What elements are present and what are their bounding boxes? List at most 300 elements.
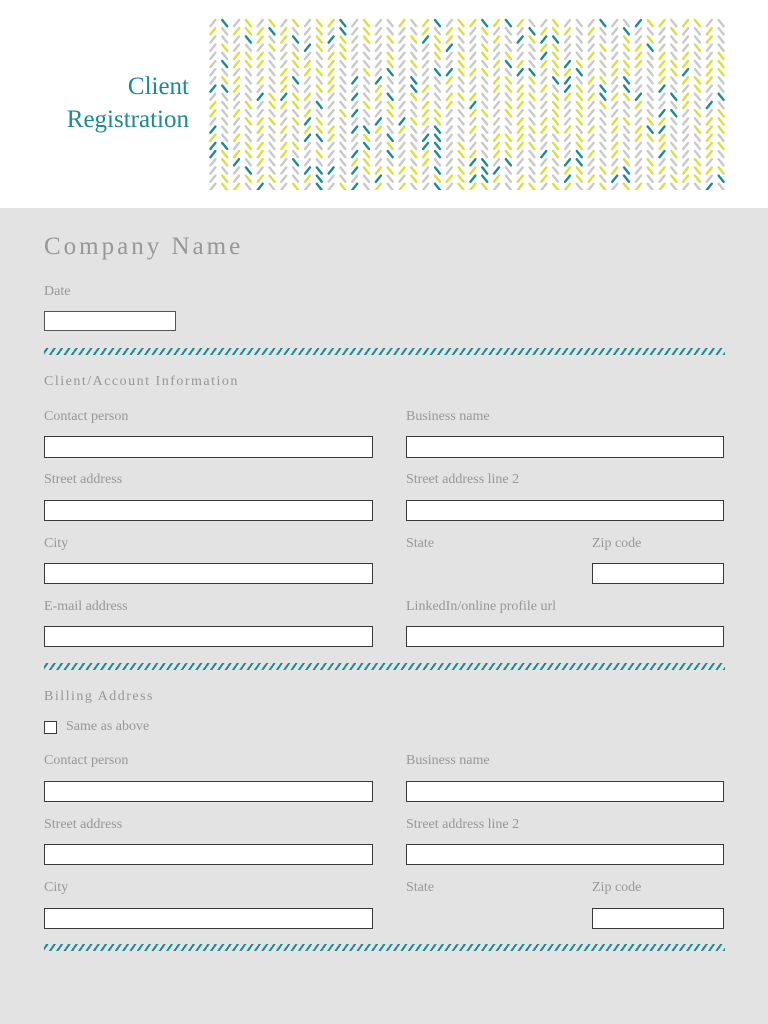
pattern-stroke xyxy=(506,28,511,34)
same-as-above-checkbox[interactable] xyxy=(44,721,57,734)
pattern-stroke xyxy=(695,36,700,42)
billing-zip-code-field[interactable] xyxy=(592,908,724,929)
pattern-stroke xyxy=(695,20,700,26)
pattern-stroke xyxy=(506,61,511,67)
pattern-stroke xyxy=(258,143,263,149)
pattern-stroke xyxy=(210,94,215,100)
pattern-stroke xyxy=(707,69,712,75)
pattern-stroke xyxy=(719,110,724,116)
pattern-stroke xyxy=(423,94,428,100)
pattern-stroke xyxy=(340,36,345,42)
pattern-stroke xyxy=(459,36,464,42)
pattern-stroke xyxy=(553,36,558,42)
pattern-stroke xyxy=(329,184,334,190)
pattern-stroke xyxy=(624,184,629,190)
pattern-stroke xyxy=(447,94,452,100)
pattern-stroke xyxy=(719,28,724,34)
client-account-heading: Client/Account Information xyxy=(44,374,239,389)
pattern-stroke xyxy=(388,118,393,124)
pattern-stroke xyxy=(258,110,263,116)
pattern-stroke xyxy=(388,61,393,67)
pattern-stroke xyxy=(258,28,263,34)
pattern-stroke xyxy=(553,159,558,165)
pattern-stroke xyxy=(388,53,393,59)
pattern-stroke xyxy=(270,167,275,173)
pattern-stroke xyxy=(459,127,464,133)
pattern-stroke xyxy=(281,159,286,165)
pattern-stroke xyxy=(612,36,617,42)
pattern-stroke xyxy=(305,86,310,92)
section-divider xyxy=(44,944,725,951)
pattern-stroke xyxy=(589,20,594,26)
pattern-stroke xyxy=(340,94,345,100)
pattern-stroke xyxy=(376,86,381,92)
pattern-stroke xyxy=(281,94,286,100)
state-label: State xyxy=(406,536,434,551)
contact-person-label: Contact person xyxy=(44,409,129,424)
pattern-stroke xyxy=(671,77,676,83)
pattern-stroke xyxy=(683,184,688,190)
pattern-stroke xyxy=(470,176,475,182)
billing-business-name-field[interactable] xyxy=(406,781,724,802)
pattern-stroke xyxy=(470,45,475,51)
pattern-stroke xyxy=(683,176,688,182)
pattern-stroke xyxy=(352,94,357,100)
pattern-stroke xyxy=(340,127,345,133)
pattern-stroke xyxy=(364,135,369,141)
billing-street-address-2-field[interactable] xyxy=(406,844,724,865)
pattern-stroke xyxy=(683,36,688,42)
pattern-stroke xyxy=(695,53,700,59)
email-field[interactable] xyxy=(44,626,373,647)
pattern-stroke xyxy=(695,94,700,100)
pattern-stroke xyxy=(494,28,499,34)
pattern-stroke xyxy=(459,159,464,165)
pattern-stroke xyxy=(293,102,298,108)
pattern-stroke xyxy=(281,127,286,133)
pattern-stroke xyxy=(459,45,464,51)
pattern-stroke xyxy=(530,110,535,116)
pattern-stroke xyxy=(270,184,275,190)
pattern-stroke xyxy=(210,20,215,26)
pattern-stroke xyxy=(719,69,724,75)
street-address-field[interactable] xyxy=(44,500,373,521)
pattern-stroke xyxy=(541,69,546,75)
pattern-stroke xyxy=(317,143,322,149)
pattern-stroke xyxy=(470,86,475,92)
pattern-stroke xyxy=(400,28,405,34)
pattern-stroke xyxy=(411,159,416,165)
pattern-stroke xyxy=(506,77,511,83)
pattern-stroke xyxy=(400,86,405,92)
pattern-stroke xyxy=(518,53,523,59)
pattern-stroke xyxy=(683,77,688,83)
pattern-stroke xyxy=(376,184,381,190)
pattern-stroke xyxy=(577,143,582,149)
pattern-stroke xyxy=(660,110,665,116)
pattern-stroke xyxy=(293,36,298,42)
pattern-stroke xyxy=(400,102,405,108)
pattern-stroke xyxy=(388,94,393,100)
pattern-stroke xyxy=(612,77,617,83)
pattern-stroke xyxy=(518,20,523,26)
pattern-stroke xyxy=(210,135,215,141)
pattern-stroke xyxy=(376,110,381,116)
pattern-stroke xyxy=(317,102,322,108)
pattern-stroke xyxy=(281,184,286,190)
pattern-stroke xyxy=(258,151,263,157)
pattern-stroke xyxy=(600,86,605,92)
pattern-stroke xyxy=(636,61,641,67)
pattern-stroke xyxy=(589,176,594,182)
pattern-stroke xyxy=(234,61,239,67)
pattern-stroke xyxy=(293,167,298,173)
pattern-stroke xyxy=(530,151,535,157)
pattern-stroke xyxy=(222,110,227,116)
pattern-stroke xyxy=(707,36,712,42)
pattern-stroke xyxy=(470,159,475,165)
billing-city-label: City xyxy=(44,880,69,895)
pattern-stroke xyxy=(210,36,215,42)
pattern-stroke xyxy=(329,77,334,83)
pattern-stroke xyxy=(612,159,617,165)
pattern-stroke xyxy=(400,53,405,59)
profile-url-field[interactable] xyxy=(406,626,724,647)
pattern-stroke xyxy=(340,20,345,26)
zip-code-field[interactable] xyxy=(592,563,724,584)
form-title-line-2: Registration xyxy=(66,106,189,133)
same-as-above-label: Same as above xyxy=(66,719,150,734)
pattern-stroke xyxy=(719,36,724,42)
pattern-stroke xyxy=(612,110,617,116)
business-name-field[interactable] xyxy=(406,436,724,458)
pattern-stroke xyxy=(600,45,605,51)
pattern-stroke xyxy=(293,135,298,141)
pattern-stroke xyxy=(459,53,464,59)
pattern-stroke xyxy=(482,143,487,149)
pattern-stroke xyxy=(281,69,286,75)
pattern-stroke xyxy=(541,184,546,190)
pattern-stroke xyxy=(719,86,724,92)
pattern-stroke xyxy=(600,135,605,141)
section-divider xyxy=(44,348,725,355)
pattern-stroke xyxy=(340,135,345,141)
pattern-stroke xyxy=(541,110,546,116)
contact-person-field[interactable] xyxy=(44,436,373,458)
pattern-stroke xyxy=(553,45,558,51)
pattern-stroke xyxy=(683,102,688,108)
pattern-stroke xyxy=(671,127,676,133)
pattern-stroke xyxy=(447,143,452,149)
pattern-stroke xyxy=(411,110,416,116)
pattern-stroke xyxy=(589,45,594,51)
pattern-stroke xyxy=(435,151,440,157)
pattern-stroke xyxy=(388,28,393,34)
pattern-stroke xyxy=(494,86,499,92)
pattern-stroke xyxy=(506,86,511,92)
pattern-stroke xyxy=(589,184,594,190)
pattern-stroke xyxy=(660,86,665,92)
pattern-stroke xyxy=(482,159,487,165)
pattern-stroke xyxy=(435,127,440,133)
pattern-stroke xyxy=(553,20,558,26)
pattern-stroke xyxy=(447,102,452,108)
pattern-stroke xyxy=(671,69,676,75)
pattern-stroke xyxy=(518,135,523,141)
pattern-stroke xyxy=(695,167,700,173)
pattern-stroke xyxy=(340,159,345,165)
street-address-2-field[interactable] xyxy=(406,500,724,521)
pattern-stroke xyxy=(317,167,322,173)
pattern-stroke xyxy=(612,127,617,133)
pattern-stroke xyxy=(388,45,393,51)
pattern-stroke xyxy=(352,110,357,116)
pattern-stroke xyxy=(671,36,676,42)
pattern-stroke xyxy=(707,143,712,149)
pattern-stroke xyxy=(411,61,416,67)
pattern-stroke xyxy=(305,94,310,100)
pattern-stroke xyxy=(624,28,629,34)
pattern-stroke xyxy=(565,20,570,26)
pattern-stroke xyxy=(447,45,452,51)
pattern-stroke xyxy=(530,61,535,67)
pattern-stroke xyxy=(293,110,298,116)
pattern-stroke xyxy=(612,118,617,124)
pattern-stroke xyxy=(459,118,464,124)
pattern-stroke xyxy=(329,118,334,124)
pattern-stroke xyxy=(423,28,428,34)
pattern-stroke xyxy=(388,167,393,173)
pattern-stroke xyxy=(565,61,570,67)
pattern-stroke xyxy=(364,143,369,149)
pattern-stroke xyxy=(246,69,251,75)
pattern-stroke xyxy=(222,167,227,173)
pattern-stroke xyxy=(459,28,464,34)
city-field[interactable] xyxy=(44,563,373,584)
pattern-stroke xyxy=(470,184,475,190)
pattern-stroke xyxy=(352,159,357,165)
pattern-stroke xyxy=(518,159,523,165)
pattern-stroke xyxy=(459,151,464,157)
pattern-stroke xyxy=(671,94,676,100)
pattern-stroke xyxy=(624,151,629,157)
pattern-stroke xyxy=(482,118,487,124)
pattern-stroke xyxy=(270,20,275,26)
pattern-stroke xyxy=(234,77,239,83)
pattern-stroke xyxy=(660,135,665,141)
pattern-stroke xyxy=(683,61,688,67)
pattern-stroke xyxy=(364,69,369,75)
pattern-stroke xyxy=(565,127,570,133)
pattern-stroke xyxy=(459,184,464,190)
pattern-stroke xyxy=(246,167,251,173)
date-field[interactable] xyxy=(44,311,176,331)
billing-city-field[interactable] xyxy=(44,908,373,929)
pattern-stroke xyxy=(530,176,535,182)
pattern-stroke xyxy=(470,69,475,75)
pattern-stroke xyxy=(589,28,594,34)
pattern-stroke xyxy=(270,94,275,100)
pattern-stroke xyxy=(482,61,487,67)
pattern-stroke xyxy=(707,151,712,157)
pattern-stroke xyxy=(636,176,641,182)
pattern-stroke xyxy=(530,36,535,42)
pattern-stroke xyxy=(695,127,700,133)
pattern-stroke xyxy=(317,36,322,42)
pattern-stroke xyxy=(624,69,629,75)
pattern-stroke xyxy=(400,20,405,26)
pattern-stroke xyxy=(234,69,239,75)
pattern-stroke xyxy=(293,20,298,26)
pattern-stroke xyxy=(423,151,428,157)
pattern-stroke xyxy=(246,94,251,100)
pattern-stroke xyxy=(447,127,452,133)
pattern-stroke xyxy=(352,28,357,34)
pattern-stroke xyxy=(660,151,665,157)
pattern-stroke xyxy=(234,167,239,173)
pattern-stroke xyxy=(553,53,558,59)
pattern-stroke xyxy=(577,176,582,182)
pattern-stroke xyxy=(683,135,688,141)
pattern-stroke xyxy=(246,20,251,26)
pattern-stroke xyxy=(624,86,629,92)
pattern-stroke xyxy=(541,86,546,92)
pattern-stroke xyxy=(210,86,215,92)
pattern-stroke xyxy=(612,167,617,173)
pattern-stroke xyxy=(340,45,345,51)
pattern-stroke xyxy=(660,77,665,83)
pattern-stroke xyxy=(222,135,227,141)
billing-contact-person-field[interactable] xyxy=(44,781,373,802)
pattern-stroke xyxy=(470,110,475,116)
pattern-stroke xyxy=(329,36,334,42)
pattern-stroke xyxy=(222,118,227,124)
pattern-stroke xyxy=(234,94,239,100)
pattern-stroke xyxy=(364,159,369,165)
pattern-stroke xyxy=(636,110,641,116)
pattern-stroke xyxy=(494,118,499,124)
pattern-stroke xyxy=(707,20,712,26)
pattern-stroke xyxy=(447,184,452,190)
pattern-stroke xyxy=(234,36,239,42)
pattern-stroke xyxy=(671,151,676,157)
pattern-stroke xyxy=(317,127,322,133)
pattern-stroke xyxy=(600,102,605,108)
pattern-stroke xyxy=(719,151,724,157)
pattern-stroke xyxy=(636,77,641,83)
pattern-stroke xyxy=(376,135,381,141)
pattern-stroke xyxy=(435,20,440,26)
pattern-stroke xyxy=(719,143,724,149)
pattern-stroke xyxy=(376,69,381,75)
pattern-stroke xyxy=(530,77,535,83)
pattern-stroke xyxy=(376,143,381,149)
pattern-stroke xyxy=(459,20,464,26)
billing-street-address-field[interactable] xyxy=(44,844,373,865)
pattern-stroke xyxy=(435,94,440,100)
pattern-stroke xyxy=(518,69,523,75)
pattern-stroke xyxy=(553,61,558,67)
pattern-stroke xyxy=(329,167,334,173)
pattern-stroke xyxy=(577,184,582,190)
pattern-stroke xyxy=(518,45,523,51)
pattern-stroke xyxy=(506,53,511,59)
pattern-stroke xyxy=(506,20,511,26)
pattern-stroke xyxy=(340,176,345,182)
pattern-stroke xyxy=(470,28,475,34)
pattern-stroke xyxy=(340,118,345,124)
pattern-stroke xyxy=(411,167,416,173)
pattern-stroke xyxy=(270,28,275,34)
pattern-stroke xyxy=(624,94,629,100)
pattern-stroke xyxy=(707,110,712,116)
pattern-stroke xyxy=(376,151,381,157)
pattern-stroke xyxy=(683,28,688,34)
pattern-stroke xyxy=(553,118,558,124)
pattern-stroke xyxy=(553,135,558,141)
pattern-stroke xyxy=(719,159,724,165)
pattern-stroke xyxy=(352,20,357,26)
pattern-stroke xyxy=(719,53,724,59)
pattern-stroke xyxy=(707,159,712,165)
pattern-stroke xyxy=(329,159,334,165)
pattern-stroke xyxy=(482,45,487,51)
pattern-stroke xyxy=(435,102,440,108)
pattern-stroke xyxy=(388,36,393,42)
pattern-stroke xyxy=(270,159,275,165)
pattern-stroke xyxy=(648,36,653,42)
pattern-stroke xyxy=(494,53,499,59)
pattern-stroke xyxy=(305,176,310,182)
pattern-stroke xyxy=(352,118,357,124)
pattern-stroke xyxy=(624,135,629,141)
pattern-stroke xyxy=(234,53,239,59)
pattern-stroke xyxy=(388,143,393,149)
pattern-stroke xyxy=(589,36,594,42)
pattern-stroke xyxy=(624,77,629,83)
pattern-stroke xyxy=(435,69,440,75)
pattern-stroke xyxy=(518,28,523,34)
pattern-stroke xyxy=(719,167,724,173)
pattern-stroke xyxy=(364,184,369,190)
pattern-stroke xyxy=(258,167,263,173)
pattern-stroke xyxy=(624,118,629,124)
pattern-stroke xyxy=(447,135,452,141)
pattern-stroke xyxy=(530,94,535,100)
pattern-stroke xyxy=(270,36,275,42)
pattern-stroke xyxy=(660,94,665,100)
pattern-stroke xyxy=(482,151,487,157)
pattern-stroke xyxy=(411,94,416,100)
pattern-stroke xyxy=(423,45,428,51)
pattern-stroke xyxy=(317,176,322,182)
pattern-stroke xyxy=(376,45,381,51)
pattern-stroke xyxy=(411,184,416,190)
pattern-stroke xyxy=(423,61,428,67)
pattern-stroke xyxy=(695,184,700,190)
pattern-stroke xyxy=(482,36,487,42)
pattern-stroke xyxy=(352,143,357,149)
pattern-stroke xyxy=(376,61,381,67)
pattern-stroke xyxy=(707,127,712,133)
pattern-stroke xyxy=(435,77,440,83)
pattern-stroke xyxy=(577,110,582,116)
pattern-stroke xyxy=(707,53,712,59)
pattern-stroke xyxy=(518,184,523,190)
pattern-stroke xyxy=(258,184,263,190)
pattern-stroke xyxy=(340,167,345,173)
pattern-stroke xyxy=(352,176,357,182)
